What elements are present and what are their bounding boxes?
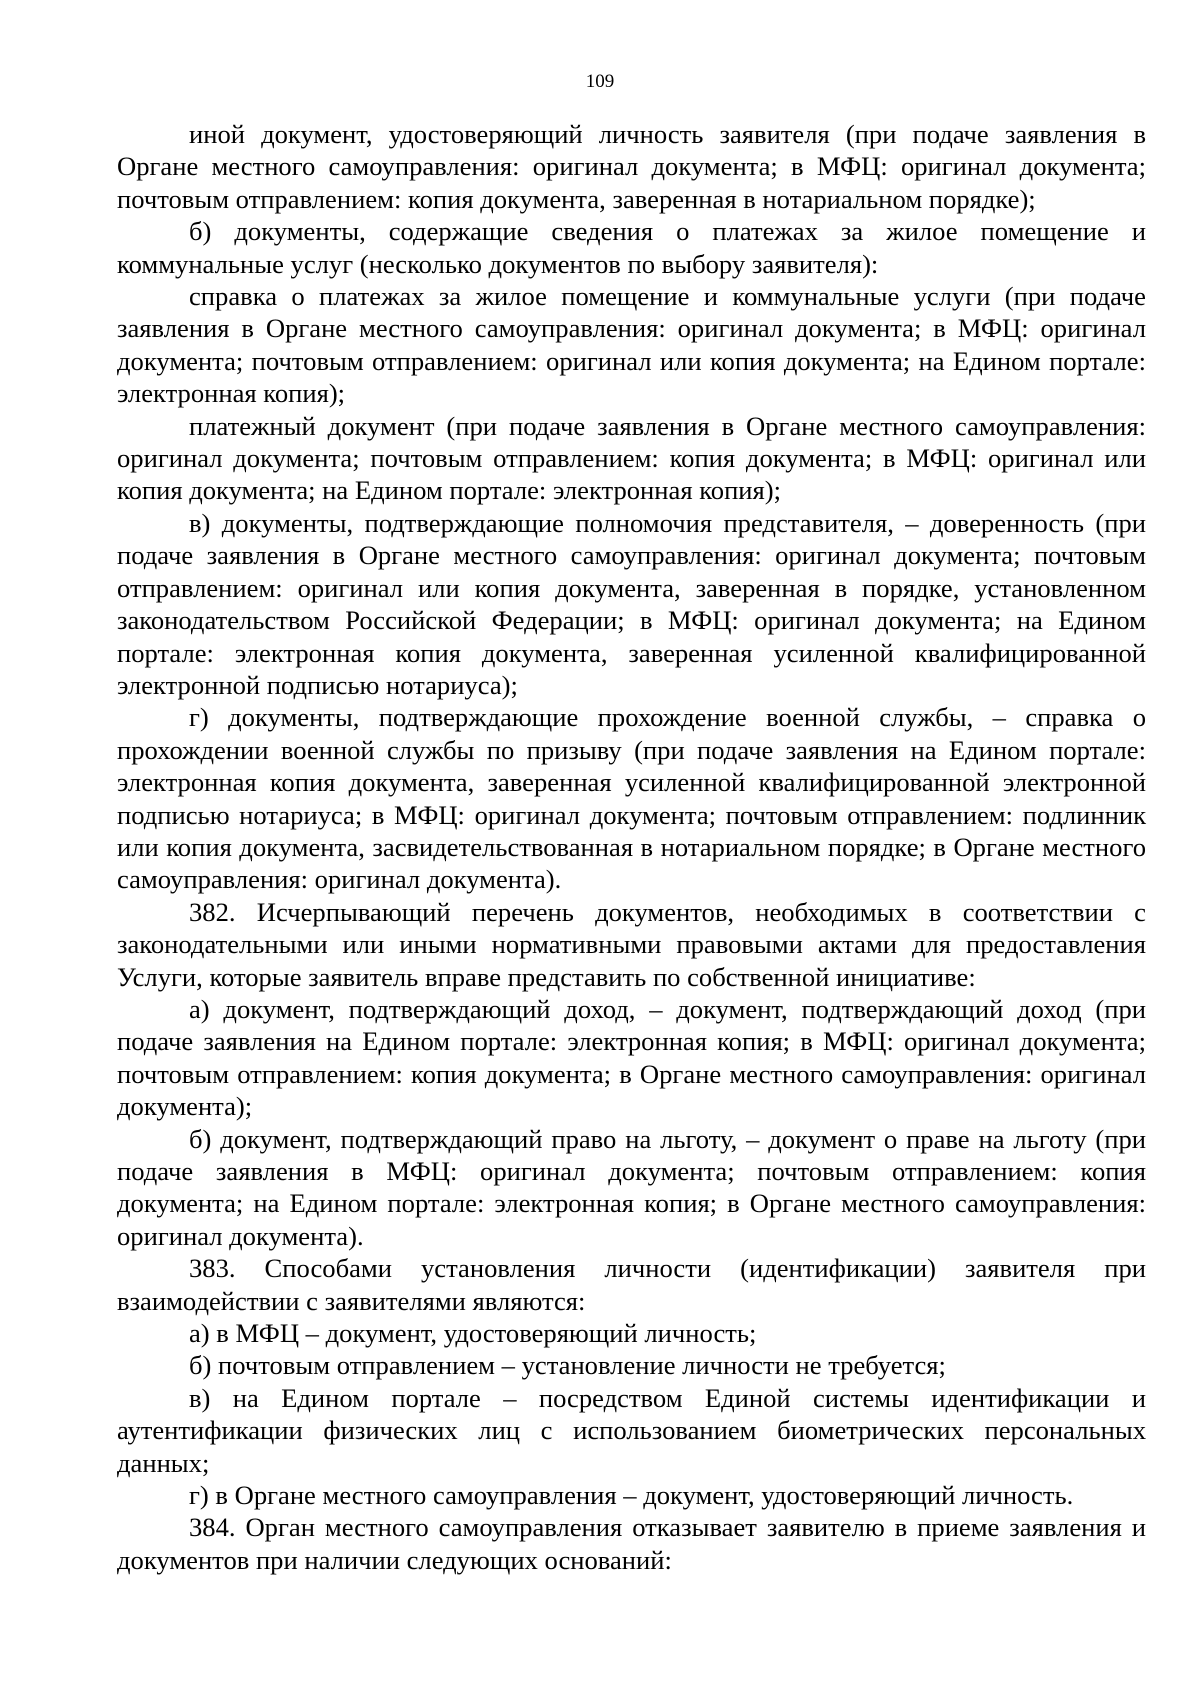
paragraph-g-military-service: г) документы, подтверждающие прохождение военной службы, – справка о прохождении военной службы по призыву (при подаче заявления на Едином портале: электронная копия документа, заверенная усиленной квалифицированной электронной подписью нотариуса; в МФЦ: оригинал документа; почтовым отправлением: подлинник или копия документа, засвидетельствованная в нотариальном порядке; в Органе местного самоуправления: оригинал документа). bbox=[117, 702, 1146, 895]
paragraph-383: 383. Способами установления личности (идентификации) заявителя при взаимодействии с заявителями являются: bbox=[117, 1253, 1146, 1316]
paragraph-payment-certificate: справка о платежах за жилое помещение и коммунальные услуги (при подаче заявления в Органе местного самоуправления: оригинал документа; в МФЦ: оригинал документа; почтовым отправлением: оригинал или копия документа; на Едином портале: электронная копия); bbox=[117, 281, 1146, 409]
paragraph-383-v-portal: в) на Едином портале – посредством Единой системы идентификации и аутентификации физических лиц с использованием биометрических персональных данных; bbox=[117, 1382, 1146, 1478]
paragraph-383-a-mfc: а) в МФЦ – документ, удостоверяющий личность; bbox=[189, 1318, 757, 1349]
page-number: 109 bbox=[585, 71, 615, 92]
paragraph-identity-document: иной документ, удостоверяющий личность заявителя (при подаче заявления в Органе местного самоуправления: оригинал документа; в МФЦ: оригинал документа; почтовым отправлением: копия документа, заверенная в нотариальном порядке); bbox=[117, 119, 1146, 214]
paragraph-384: 384. Орган местного самоуправления отказывает заявителю в приеме заявления и документов при наличии следующих оснований: bbox=[117, 1512, 1146, 1575]
paragraph-382: 382. Исчерпывающий перечень документов, необходимых в соответствии с законодательными или иными нормативными правовыми актами для предоставления Услуги, которые заявитель вправе представить по собственной инициативе: bbox=[117, 896, 1146, 992]
paragraph-payment-document: платежный документ (при подаче заявления в Органе местного самоуправления: оригинал документа; почтовым отправлением: копия документа; в МФЦ: оригинал или копия документа; на Едином портале: электронная копия); bbox=[117, 410, 1146, 506]
paragraph-382-a-income: а) документ, подтверждающий доход, – документ, подтверждающий доход (при подаче заявления на Едином портале: электронная копия; в МФЦ: оригинал документа; почтовым отправлением: копия документа; в Органе местного самоуправления: оригинал документа); bbox=[117, 993, 1146, 1122]
document-body bbox=[117, 118, 1146, 1576]
paragraph-383-b-post: б) почтовым отправлением – установление личности не требуется; bbox=[189, 1350, 946, 1381]
paragraph-383-g-local-authority: г) в Органе местного самоуправления – документ, удостоверяющий личность. bbox=[189, 1480, 1074, 1511]
paragraph-v-representative-authority: в) документы, подтверждающие полномочия представителя, – доверенность (при подаче заявления в Органе местного самоуправления: оригинал документа; почтовым отправлением: оригинал или копия документа, заверенная в порядке, установленном законодательством Российской Федерации; в МФЦ: оригинал документа; на Едином портале: электронная копия документа, заверенная усиленной квалифицированной электронной подписью нотариуса); bbox=[117, 507, 1146, 700]
paragraph-b-payment-documents: б) документы, содержащие сведения о платежах за жилое помещение и коммунальные услуг (несколько документов по выбору заявителя): bbox=[117, 216, 1146, 279]
paragraph-382-b-benefit: б) документ, подтверждающий право на льготу, – документ о праве на льготу (при подаче заявления в МФЦ: оригинал документа; почтовым отправлением: копия документа; на Едином портале: электронная копия; в Органе местного самоуправления: оригинал документа). bbox=[117, 1123, 1146, 1251]
